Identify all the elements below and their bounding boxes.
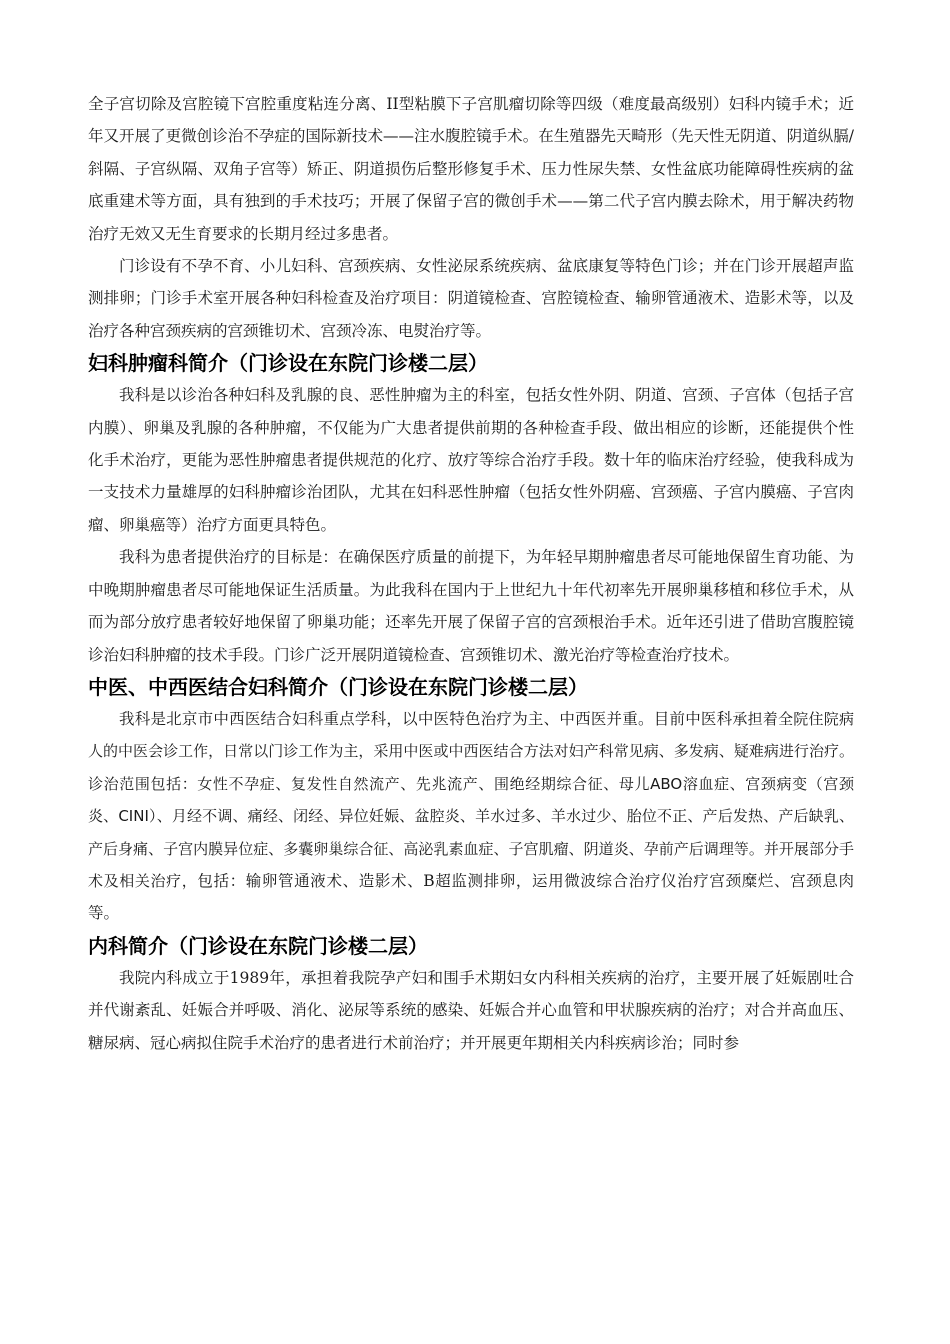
paragraph-part: 我科是北京市中西医结合妇科重点学科，以中医特色治疗为主、中西医并重。目前中医科: [119, 709, 733, 728]
paragraph: 我科为患者提供治疗的目标是：在确保医疗质量的前提下，为年轻早期肿瘤患者尽可能地保留生育功能、为中晚期肿瘤患者尽可能地保证生活质量。为此我科在国内于上世纪九十年代初率先开展卵巢移植和移位手术，从而为部分放疗患者较好地保留了卵巢功能；还率先开展了保留子宫的宫颈根治手术。近年还引进了借助宫腹腔镜诊治妇科肿瘤的技术手段。门诊广泛开展阴道镜检查、宫颈锥切术、激光治疗等检查治疗技术。: [88, 548, 854, 664]
paragraph: 我院内科成立于1989年，承担着我院孕产妇和围手术期妇女内科相关疾病的治疗，主要开展了妊娠剧吐合并代谢紊乱、妊娠合并呼吸、消化、泌尿等系统的感染、妊娠合并心血管和甲状腺疾病的治疗；对合并高血压、糖尿病、冠心病拟住院手术治疗的患者进行术前治疗；并开展更年期相关内科疾病诊治；同时参: [88, 968, 854, 1052]
section-heading-internal-medicine: 内科简介（门诊设在东院门诊楼二层）: [88, 933, 428, 958]
paragraph-part: 包括：输卵管通液术、造影术、B超监测排卵，运用微波综合治疗仪治疗宫颈糜烂、宫颈息肉等。: [88, 871, 854, 923]
paragraph: 我科是以诊治各种妇科及乳腺的良、恶性肿瘤为主的科室，包括女性外阴、阴道、宫颈、子宫体（包括子宫内膜）、卵巢及乳腺的各种肿瘤，不仅能为广大患者提供前期的各种检查手段、做出相应的诊断，还能提供个性化手术治疗，更能为恶性肿瘤患者提供规范的化疗、放疗等综合治疗手段。数十年的临床治疗经验，使我科成为一支技术力量雄厚的妇科肿瘤诊治团队，尤其在妇科恶性肿瘤（包括女性外阴癌、宫颈癌、子宫内膜癌、子宫肉瘤、卵巢癌等）治疗方面更具特色。: [88, 386, 854, 534]
paragraph-part-sans: 承担着全院住院病人的中医会诊工作，日常以门诊工作为主，采用中医或中西医结合方法对妇产科常见病、多发病、疑难病进行治疗。诊治范围包括：女性不孕症、复发性自然流产、先兆流产、围绝经期综合征、母儿ABO溶血症、宫颈病变（宫颈炎、CINI）、月经不调、痛经、闭经、异位妊娠、盆腔炎、羊水过多、羊水过少、胎位不正、产后发热、产后缺乳、产后身痛、子宫内膜异位症、多囊卵巢综合征、高泌乳素血症、子宫肌瘤、阴道炎、孕前产后调理等。并开展部分手术及相关治疗，: [88, 709, 854, 890]
section-heading-tcm-gynecology: 中医、中西医结合妇科简介（门诊设在东院门诊楼二层）: [88, 674, 588, 699]
paragraph: [88, 703, 854, 930]
paragraph: 门诊设有不孕不育、小儿妇科、宫颈疾病、女性泌尿系统疾病、盆底康复等特色门诊；并在门诊开展超声监测排卵；门诊手术室开展各种妇科检查及治疗项目：阴道镜检查、宫腔镜检查、输卵管通液术、造影术等，以及治疗各种宫颈疾病的宫颈锥切术、宫颈冷冻、电熨治疗等。: [88, 257, 854, 340]
paragraph: 全子宫切除及宫腔镜下宫腔重度粘连分离、II型粘膜下子宫肌瘤切除等四级（难度最高级别）妇科内镜手术；近年又开展了更微创诊治不孕症的国际新技术——注水腹腔镜手术。在生殖器先天畸形（先天性无阴道、阴道纵膈/斜隔、子宫纵隔、双角子宫等）矫正、阴道损伤后整形修复手术、压力性尿失禁、女性盆底功能障碍性疾病的盆底重建术等方面，具有独到的手术技巧；开展了保留子宫的微创手术——第二代子宫内膜去除术，用于解决药物治疗无效又无生育要求的长期月经过多患者。: [88, 95, 854, 243]
section-heading-gynecologic-oncology: 妇科肿瘤科简介（门诊设在东院门诊楼二层）: [88, 351, 488, 376]
